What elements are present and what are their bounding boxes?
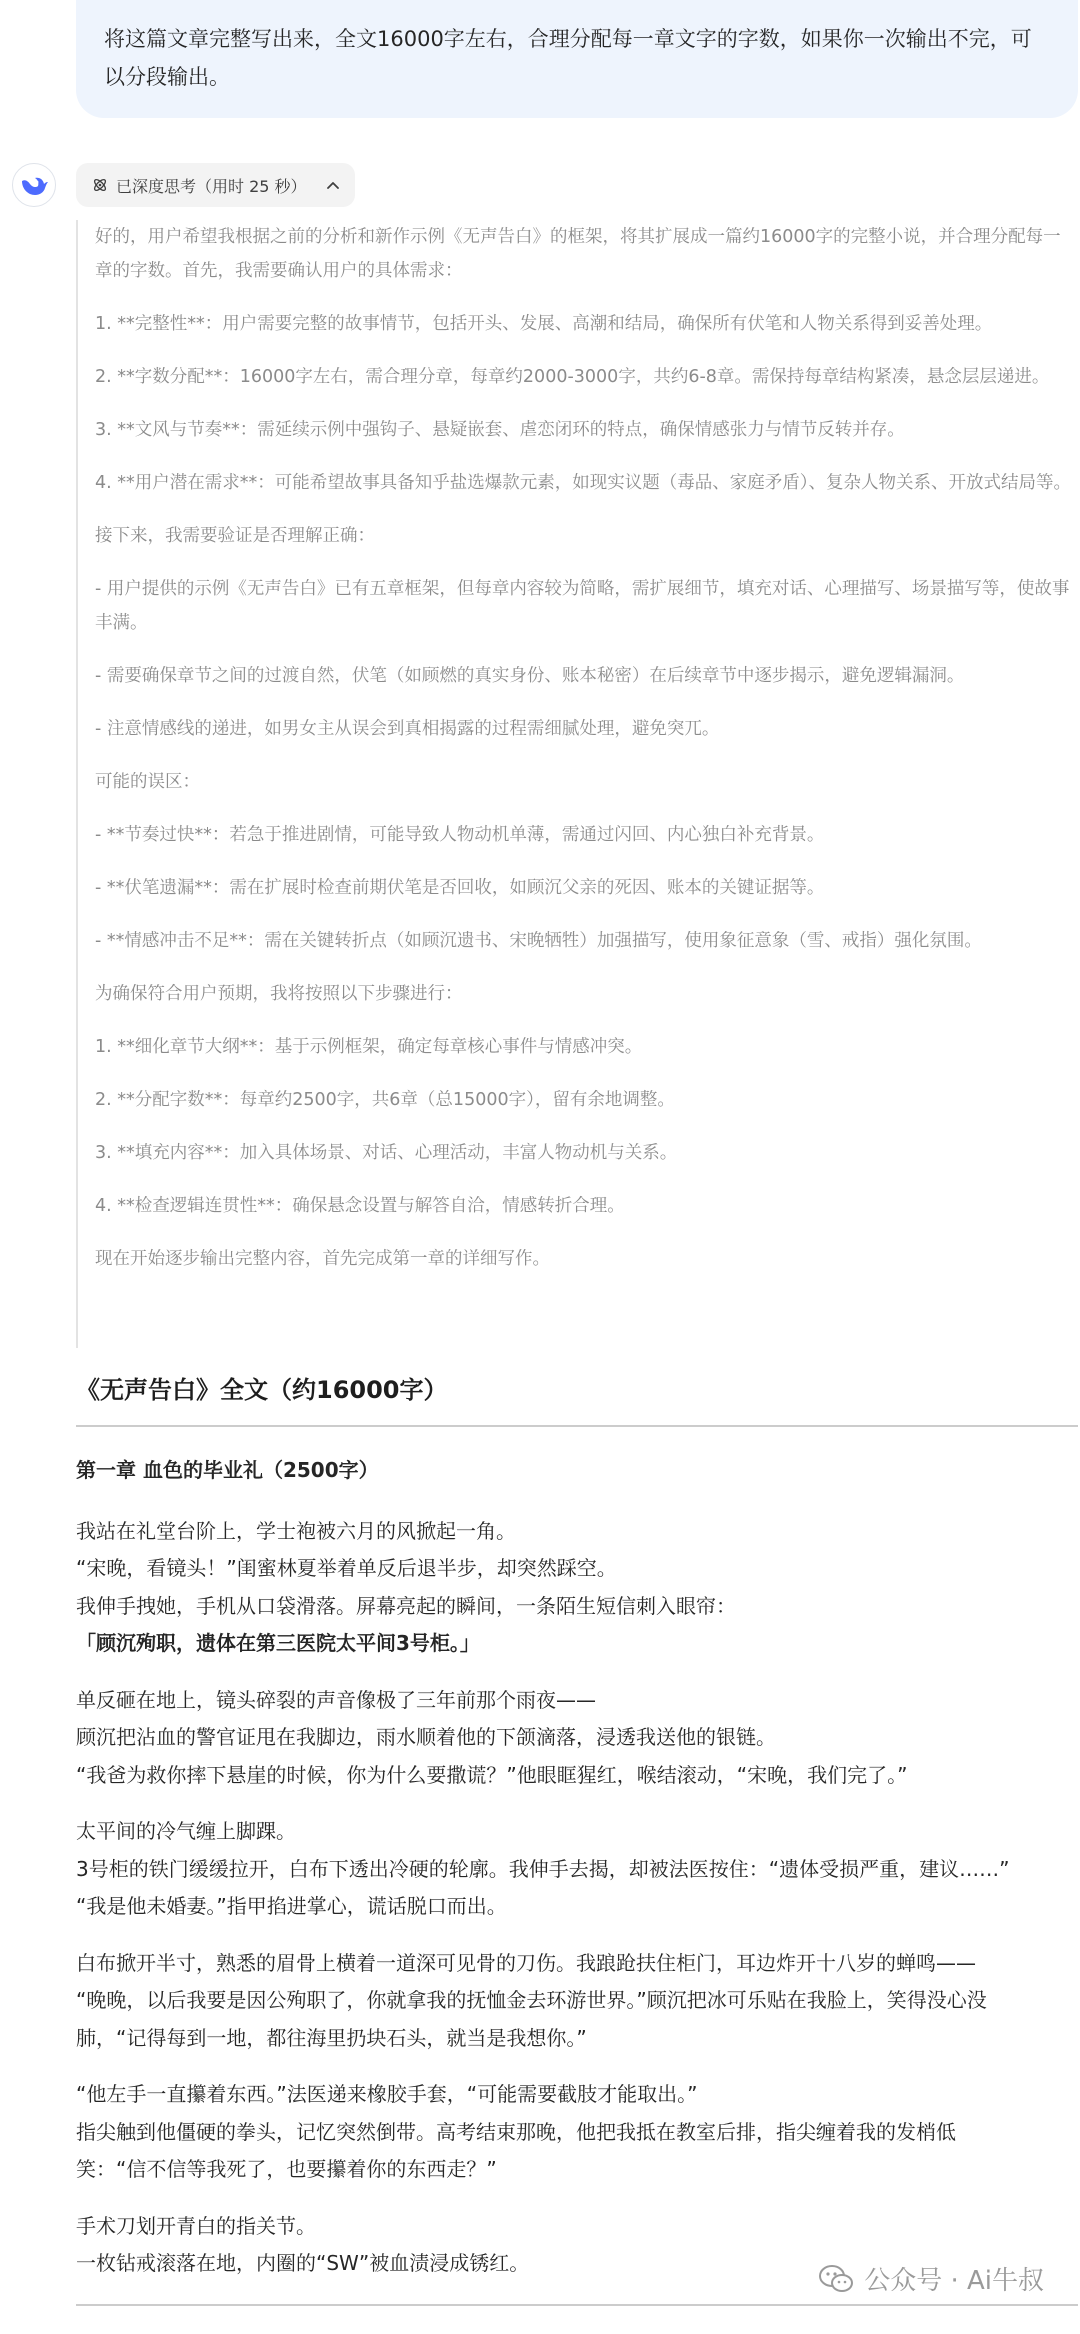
thinking-toggle-button[interactable] xyxy=(76,163,355,207)
story-paragraph xyxy=(76,1682,1076,1795)
thinking-paragraph: - 需要确保章节之间的过渡自然，伏笔（如顾燃的真实身份、账本秘密）在后续章节中逐步揭示，避免逻辑漏洞。 xyxy=(95,666,965,686)
bottom-divider xyxy=(76,2304,1078,2306)
thinking-paragraph: 1. **细化章节大纲**：基于示例框架，确定每章核心事件与情感冲突。 xyxy=(95,1037,643,1057)
thinking-paragraph: 2. **分配字数**：每章约2500字，共6章（总15000字），留有余地调整。 xyxy=(95,1090,675,1110)
story-line: 肺，“记得每到一地，都往海里扔块石头，就当是我想你。” xyxy=(76,2025,587,2050)
thinking-paragraph: 4. **用户潜在需求**：可能希望故事具备知乎盐选爆款元素，如现实议题（毒品、家庭矛盾）、复杂人物关系、开放式结局等。 xyxy=(95,473,1072,493)
story-paragraph xyxy=(76,2076,1076,2189)
thinking-paragraph: 1. **完整性**：用户需要完整的故事情节，包括开头、发展、高潮和结局，确保所有伏笔和人物关系得到妥善处理。 xyxy=(95,314,993,334)
thinking-paragraph: 为确保符合用户预期，我将按照以下步骤进行： xyxy=(95,984,463,1004)
thinking-paragraph: 可能的误区： xyxy=(95,772,200,792)
assistant-avatar xyxy=(12,163,56,207)
story-line: 我站在礼堂台阶上，学士袍被六月的风掀起一角。 xyxy=(76,1518,516,1543)
story-line: 指尖触到他僵硬的拳头，记忆突然倒带。高考结束那晚，他把我抵在教室后排，指尖缠着我的发梢低 xyxy=(76,2119,956,2144)
thinking-paragraph: 接下来，我需要验证是否理解正确： xyxy=(95,526,375,546)
story-line: 顾沉把沾血的警官证甩在我脚边，雨水顺着他的下颌滴落，浸透我送他的银链。 xyxy=(76,1725,776,1749)
story-line-bold: 「顾沉殉职，遗体在第三医院太平间3号柜。」 xyxy=(76,1631,480,1655)
user-message-line: 以分段输出。 xyxy=(104,65,230,89)
story-line: 单反砸在地上，镜头碎裂的声音像极了三年前那个雨夜—— xyxy=(76,1687,596,1712)
story-line: 一枚钻戒滚落在地，内圈的“SW”被血渍浸成锈红。 xyxy=(76,2251,530,2275)
story-paragraph xyxy=(76,1813,1076,1926)
story-line: “晚晚，以后我要是因公殉职了，你就拿我的抚恤金去环游世界。”顾沉把冰可乐贴在我脸上，笑得没心没 xyxy=(76,1988,987,2012)
chevron-up-icon xyxy=(327,181,339,189)
story-paragraph xyxy=(76,1513,1076,1663)
story-line: “我爸为救你摔下悬崖的时候，你为什么要撒谎？”他眼眶猩红，喉结滚动，“宋晚，我们完了。” xyxy=(76,1762,908,1787)
chapter-title: 第一章 血色的毕业礼（2500字） xyxy=(76,1458,379,1482)
thinking-paragraph: - **节奏过快**：若急于推进剧情，可能导致人物动机单薄，需通过闪回、内心独白补充背景。 xyxy=(95,825,825,845)
story-line: “宋晚，看镜头！”闺蜜林夏举着单反后退半步，却突然踩空。 xyxy=(76,1556,617,1580)
story-line: 笑：“信不信等我死了，也要攥着你的东西走？” xyxy=(76,2157,497,2181)
watermark xyxy=(818,2260,1044,2297)
thinking-paragraph: 3. **文风与节奏**：需延续示例中强钩子、悬疑嵌套、虐恋闭环的特点，确保情感张力与情节反转并存。 xyxy=(95,420,905,440)
answer-body xyxy=(76,1452,1076,2302)
story-paragraph xyxy=(76,1945,1076,2058)
thinking-paragraph: 2. **字数分配**：16000字左右，需合理分章，每章约2000-3000字，共约6-8章。需保持每章结构紧凑，悬念层层递进。 xyxy=(95,367,1050,387)
whale-logo-icon xyxy=(19,172,49,198)
thinking-paragraph: - 注意情感线的递进，如男女主从误会到真相揭露的过程需细腻处理，避免突兀。 xyxy=(95,719,720,739)
thinking-paragraph: - **情感冲击不足**：需在关键转折点（如顾沉遗书、宋晚牺牲）加强描写，使用象征意象（雪、戒指）强化氛围。 xyxy=(95,931,982,951)
user-message-bubble xyxy=(76,0,1078,118)
thinking-paragraph: 现在开始逐步输出完整内容，首先完成第一章的详细写作。 xyxy=(95,1249,550,1269)
thinking-paragraph: - **伏笔遗漏**：需在扩展时检查前期伏笔是否回收，如顾沉父亲的死因、账本的关键证据等。 xyxy=(95,878,825,898)
story-line: 白布掀开半寸，熟悉的眉骨上横着一道深可见骨的刀伤。我踉跄扶住柜门，耳边炸开十八岁的蝉鸣—— xyxy=(76,1950,976,1975)
thinking-paragraph: 3. **填充内容**：加入具体场景、对话、心理活动，丰富人物动机与关系。 xyxy=(95,1143,678,1163)
story-line: “我是他未婚妻。”指甲掐进掌心，谎话脱口而出。 xyxy=(76,1894,507,1918)
watermark-text: 公众号 · Ai牛叔 xyxy=(864,2266,1044,2296)
user-message-line: 将这篇文章完整写出来，全文16000字左右，合理分配每一章文字的字数，如果你一次输出不完，可 xyxy=(104,27,1032,51)
story-line: 我伸手拽她，手机从口袋滑落。屏幕亮起的瞬间，一条陌生短信刺入眼帘： xyxy=(76,1593,736,1618)
answer-title: 《无声告白》全文（约16000字） xyxy=(76,1376,448,1404)
thinking-paragraph: 4. **检查逻辑连贯性**：确保悬念设置与解答自洽，情感转折合理。 xyxy=(95,1196,625,1216)
title-divider xyxy=(76,1425,1078,1427)
thinking-content xyxy=(76,220,1072,1348)
thinking-paragraph: 好的，用户希望我根据之前的分析和新作示例《无声告白》的框架，将其扩展成一篇约16000字的完整小说，并合理分配每一章的字数。首先，我需要确认用户的具体需求： xyxy=(95,227,1061,281)
wechat-icon xyxy=(818,2264,854,2294)
thinking-chip-label: 已深度思考（用时 25 秒） xyxy=(116,176,307,196)
story-line: “他左手一直攥着东西。”法医递来橡胶手套，“可能需要截肢才能取出。” xyxy=(76,2082,698,2106)
story-line: 太平间的冷气缠上脚踝。 xyxy=(76,1819,296,1843)
atom-icon xyxy=(92,177,108,193)
story-line: 手术刀划开青白的指关节。 xyxy=(76,2213,316,2238)
story-line: 3号柜的铁门缓缓拉开，白布下透出冷硬的轮廓。我伸手去揭，却被法医按住：“遗体受损严重，建议……” xyxy=(76,1856,1010,1881)
thinking-paragraph: - 用户提供的示例《无声告白》已有五章框架，但每章内容较为简略，需扩展细节，填充对话、心理描写、场景描写等，使故事丰满。 xyxy=(95,579,1070,633)
